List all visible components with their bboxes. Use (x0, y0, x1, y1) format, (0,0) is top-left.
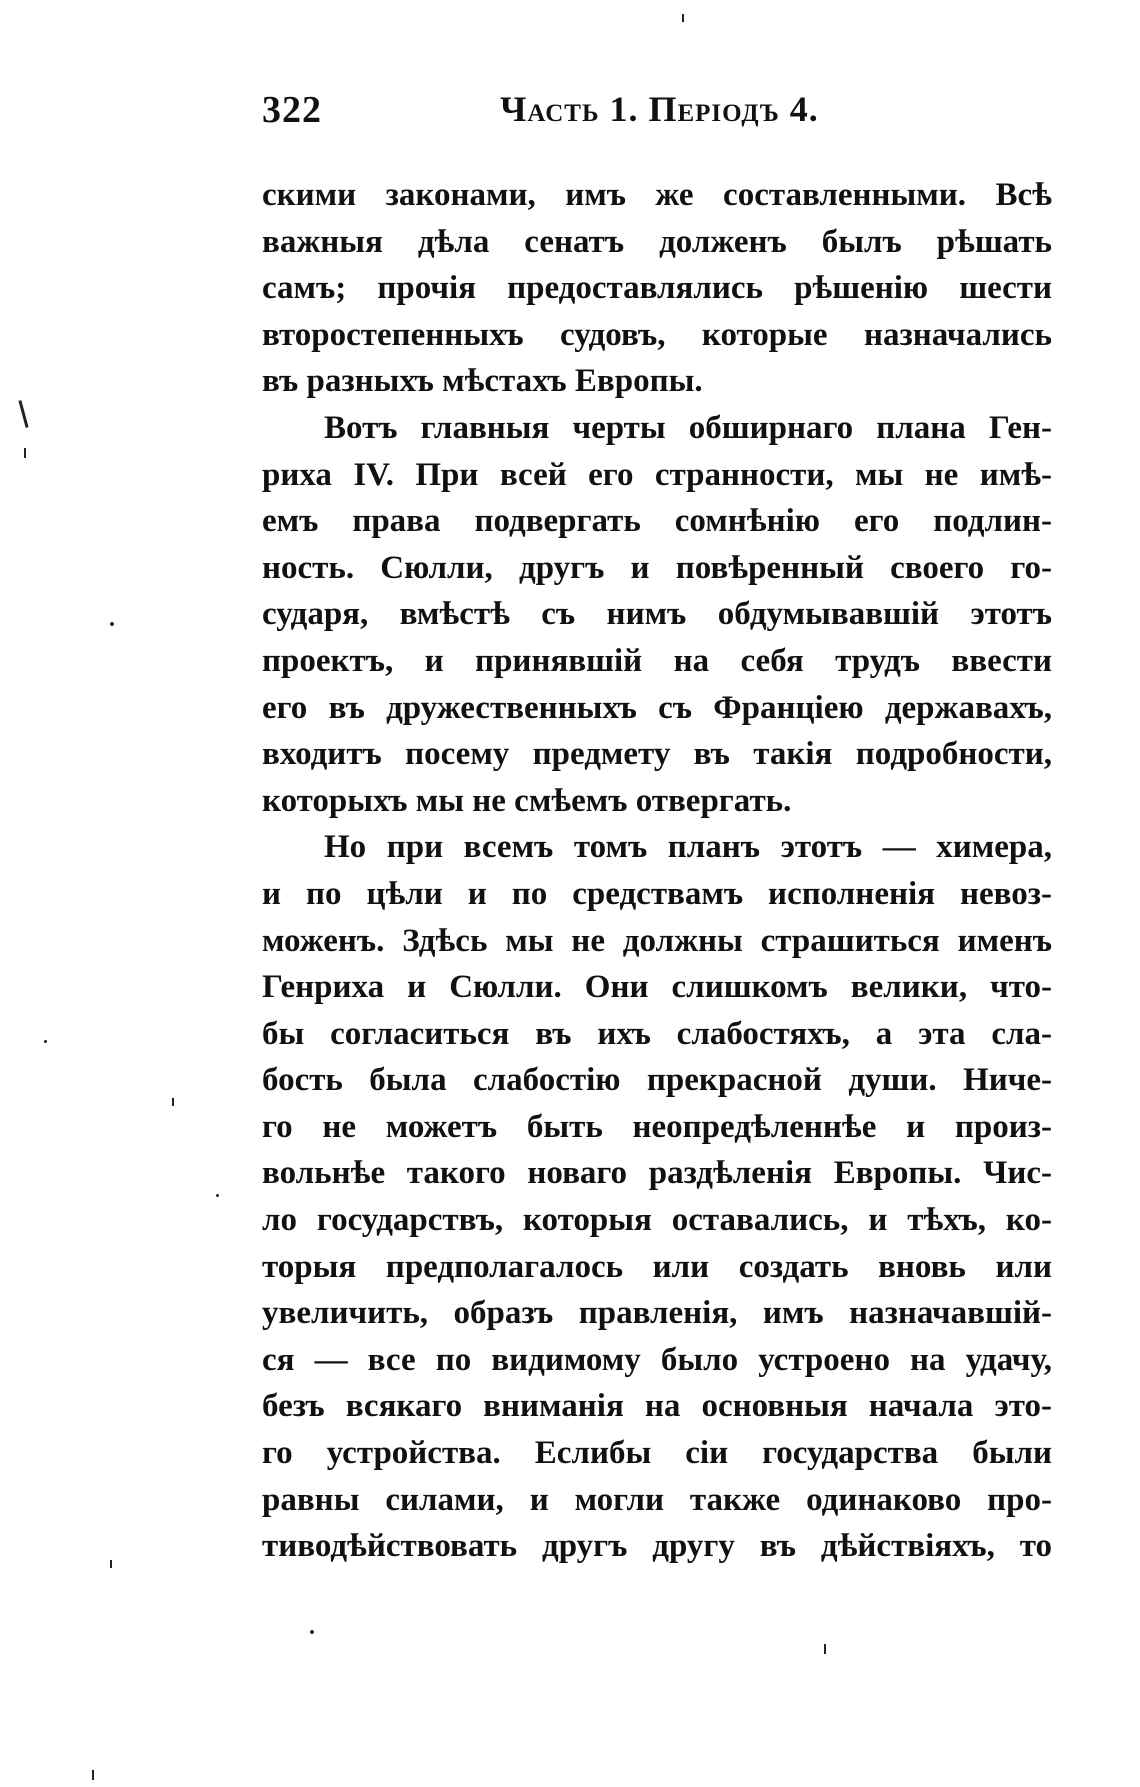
text-line: торыя предполагалось или создать вновь или (262, 1248, 1052, 1285)
text-line: ность. Сюлли, другъ и повѣренный своего го- (262, 549, 1052, 586)
text-line: безъ всякаго вниманія на основныя начала это- (262, 1388, 1052, 1425)
running-head: Часть 1. Періодъ 4. (500, 89, 819, 129)
scan-speck (682, 14, 684, 22)
text-line: емъ права подвергать сомнѣнію его подлин- (262, 503, 1052, 540)
text-line: скими законами, имъ же составленными. Всѣ (262, 177, 1052, 213)
body-text (262, 172, 1052, 1570)
text-line: увеличить, образъ правленія, имъ назначавшій- (262, 1295, 1052, 1332)
scan-speck (110, 1560, 112, 1568)
paragraph-3 (262, 824, 1052, 1570)
text-line: въ разныхъ мѣстахъ Европы. (262, 363, 703, 400)
text-line: которыхъ мы не смѣемъ отвергать. (262, 782, 792, 819)
text-line: го не можетъ быть неопредѣленнѣе и произ- (262, 1108, 1052, 1145)
text-line: важныя дѣла сенатъ долженъ былъ рѣшать (262, 223, 1052, 260)
text-line: его въ дружественныхъ съ Франціею державахъ, (262, 689, 1052, 726)
text-line: тиводѣйствовать другъ другу въ дѣйствіяхъ, то (262, 1528, 1052, 1565)
scan-speck (110, 622, 114, 626)
text-line: Генриха и Сюлли. Они слишкомъ велики, что- (262, 969, 1052, 1006)
paragraph-1 (262, 172, 1052, 405)
scan-speck (216, 1194, 219, 1197)
scan-speck (310, 1630, 314, 1634)
text-line: проектъ, и принявшій на себя трудъ ввести (262, 642, 1052, 679)
text-line: Но при всемъ томъ планъ этотъ — химера, (324, 829, 1052, 866)
text-line: второстепенныхъ судовъ, которые назначались (262, 316, 1052, 353)
scan-speck (172, 1098, 174, 1106)
text-line: бость была слабостію прекрасной души. Ниче- (262, 1062, 1052, 1099)
paragraph-2 (262, 405, 1052, 824)
text-line: сударя, вмѣстѣ съ нимъ обдумывавшій этотъ (262, 596, 1052, 633)
text-line: моженъ. Здѣсь мы не должны страшиться именъ (262, 922, 1052, 959)
text-line: ло государствъ, которыя оставались, и тѣхъ, ко- (262, 1202, 1052, 1239)
scan-speck (824, 1644, 826, 1654)
scan-speck (24, 448, 26, 458)
text-line: входитъ посему предмету въ такія подробности, (262, 736, 1052, 773)
page-header (262, 88, 852, 148)
text-line: Вотъ главныя черты обширнаго плана Ген- (324, 409, 1052, 446)
text-line: ся — все по видимому было устроено на удачу, (262, 1341, 1052, 1378)
page-number: 322 (262, 89, 322, 131)
text-line: бы согласиться въ ихъ слабостяхъ, а эта сла- (262, 1015, 1052, 1052)
scan-speck (92, 1770, 94, 1780)
text-line: самъ; прочія предоставлялись рѣшенію шести (262, 270, 1052, 307)
scan-speck (18, 400, 28, 428)
text-line: равны силами, и могли также одинаково про- (262, 1481, 1052, 1518)
text-line: риха IV. При всей его странности, мы не имѣ- (262, 456, 1052, 493)
text-line: и по цѣли и по средствамъ исполненія невоз- (262, 875, 1052, 912)
text-line: вольнѣе такого новаго раздѣленія Европы. Чис- (262, 1155, 1052, 1192)
scan-speck (44, 1040, 47, 1043)
text-line: го устройства. Еслибы сіи государства были (262, 1435, 1052, 1472)
